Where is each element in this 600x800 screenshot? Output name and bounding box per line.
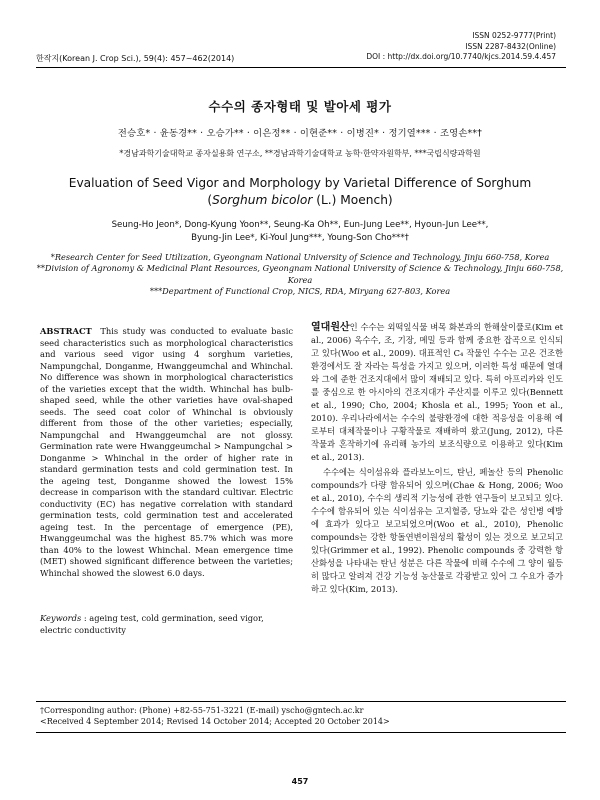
issn-print: ISSN 0252-9777(Print) [472, 31, 556, 40]
doi: DOI : http://dx.doi.org/10.7740/kjcs.2014.59.4.457 [366, 52, 556, 61]
body-paragraph: 수수에는 식이섬유와 플라보노이드, 탄닌, 페놀산 등의 Phenolic compounds가 다량 함유되어 있으며(Chae & Hong, 2006; Woo et al., 2010), 수수의 생리적 기능성에 관한 연구들이 보고되고 있다. 수수에 함유되어 있는 식이섬유는 고지혈증, 당뇨와 같은 성인병 예방에 효과가 있다고 보고되었으며(Woo et al., 2010), Phenolic compounds는 강한 항돌연변이원성의 활성이 있는 것으로 보고되고 있다(Grimmer et al., 1992). Phenolic compounds 중 강력한 항산화성을 나타내는 탄닌 성분은 다른 작물에 비해 수수에 그 양이 월등히 많다고 알려져 건강 기능성 농산물로 각광받고 있어 그 수요가 증가하고 있다(Kim, 2013). [311, 467, 563, 594]
english-authors: Seung-Ho Jeon*, Dong-Kyung Yoon**, Seung-Ka Oh**, Eun-Jung Lee**, Hyoun-Jun Lee**, Byung-Jin Lee*, Ki-Youl Jung***, Young-Son Cho***† [111, 220, 489, 243]
corresponding-author: †Corresponding author: (Phone) +82-55-751-3221 (E-mail) yscho@gntech.ac.kr [40, 706, 364, 715]
korean-affiliations: *경남과학기술대학교 종자실용화 연구소, **경남과학기술대학교 농학·한약자원학부, ***국립식량과학원 [119, 149, 481, 158]
body-paragraph: 열대원산인 수수는 외떡잎식물 벼목 화본과의 한해살이풀로(Kim et al., 2006) 옥수수, 조, 기장, 메밀 등과 함께 중요한 잡곡으로 인식되고 있다(Woo et al., 2009). 대표적인 C₄ 작물인 수수는 고온 건조한 환경에서도 잘 자라는 특성을 가지고 있으며, 이러한 특성 때문에 열대와 그에 준한 건조지대에서 많이 재배되고 있다. 특히 아프리카와 인도를 중심으로 한 아시아의 건조지대가 주산지를 이루고 있다(Bennett et al., 1990; Cho, 2004; Khosla et al., 1995; Yoon et al., 2010). 우리나라에서는 수수의 불량환경에 대한 적응성을 이용해 예로부터 대체작물이나 구황작물로 재배하여 왔고(Jung, 2012), 다른 작물과 혼작하기에 유리해 농가의 보조식량으로 이용하고 있다(Kim et al., 2013). [311, 322, 563, 462]
english-affiliations: *Research Center for Seed Utilization, Gyeongnam National University of Science and Technology, Jinju 660-758, Korea **Division of Agronomy & Medicinal Plant Resources, Gyeongnam National University of Science & Technology, Jinju 660-758, Korea ***Department of Functional Crop, NICS, RDA, Miryang 627-803, Korea [36, 252, 564, 297]
journal-citation: 한작지(Korean J. Crop Sci.), 59(4): 457~462(2014) [36, 54, 235, 63]
keywords [40, 613, 293, 637]
english-title [40, 175, 560, 209]
species-name: Sorghum bicolor [212, 193, 313, 207]
header-rule [36, 67, 566, 68]
abstract-label: ABSTRACT [40, 326, 92, 336]
english-title-line1: Evaluation of Seed Vigor and Morphology by Varietal Difference of Sorghum [68, 176, 532, 190]
english-title-line2: (Sorghum bicolor (L.) Moench) [207, 193, 393, 207]
keywords-text: : ageing test, cold germination, seed vigor, electric conductivity [40, 613, 264, 635]
issn-online: ISSN 2287-8432(Online) [465, 41, 556, 51]
keywords-label: Keywords [40, 613, 82, 623]
korean-title: 수수의 종자형태 및 발아세 평가 [208, 99, 392, 114]
footnotes [40, 705, 560, 727]
lead-word: 열대원산 [311, 322, 350, 333]
abstract-text: This study was conducted to evaluate basic seed characteristics such as morphological characteristics and various seed vigor using 4 sorghum varieties, Nampungchal, Donganme, Hwanggeumchal and Whinchal. No difference was shown in morphological characteristics of the varieties except that the width. Whinchal has bulb-shaped seed, while the other varieties have oval-shaped seeds. The seed coat color of Whinchal is obviously different from those of the other varieties; especially, Nampungchal and Hwanggeumchal are not glossy. Germination rate were Hwanggeumchal > Nampungchal > Donganme > Whinchal in the order of higher rate in standard germination tests and cold germination test. In the ageing test, Donganme showed the lowest 15% decrease in comparison with the standard cultivar. Electric conductivity (EC) has negative correlation with standard germination tests, cold germination test and accelerated ageing test. In the percentage of emergence (PE), Hwanggeumchal was the highest 85.7% which was more than 40% to the lowest Whinchal. Mean emergence time (MET) showed significant difference between the varieties; Whinchal showed the slowest 6.0 days. [40, 326, 294, 578]
body-column [311, 321, 563, 598]
abstract [40, 326, 293, 579]
page-number: 457 [291, 777, 309, 786]
footnote-rule [36, 701, 566, 702]
issn-block [366, 31, 556, 63]
korean-authors: 전승호* · 윤동경** · 오승가** · 이은정** · 이현준** · 이병진* · 정기열*** · 조영손**† [117, 128, 483, 139]
footer-rule [36, 732, 566, 733]
received-dates: <Received 4 September 2014; Revised 14 October 2014; Accepted 20 October 2014> [40, 717, 390, 726]
